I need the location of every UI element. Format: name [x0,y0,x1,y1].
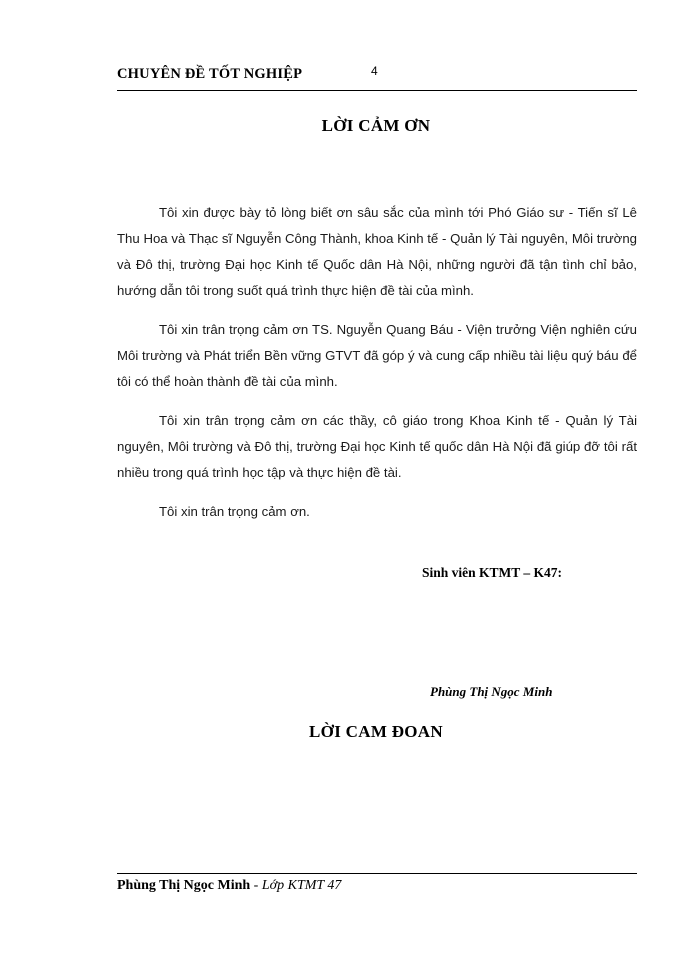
paragraph-3: Tôi xin trân trọng cảm ơn các thầy, cô giáo trong Khoa Kinh tế - Quản lý Tài nguyên, Môi trường và Đô thị, trường Đại học Kinh tế quốc dân Hà Nội đã giúp đỡ tôi rất nhiều trong quá trình học tập và thực hiện đề tài. [117,413,637,480]
page-number: 4 [371,64,378,78]
acknowledgement-body [117,200,637,538]
paragraph-1: Tôi xin được bày tỏ lòng biết ơn sâu sắc của mình tới Phó Giáo sư - Tiến sĩ Lê Thu Hoa và Thạc sĩ Nguyễn Công Thành, khoa Kinh tế - Quản lý Tài nguyên, Môi trường và Đô thị, trường Đại học Kinh tế Quốc dân Hà Nội, những người đã tận tình chỉ bảo, hướng dẫn tôi trong suốt quá trình thực hiện đề tài của mình. [117,205,637,298]
page-header [117,62,637,91]
header-title: CHUYÊN ĐỀ TỐT NGHIỆP [117,66,303,82]
signer-name: Phùng Thị Ngọc Minh [430,684,553,699]
footer-separator: - [250,878,262,893]
footer-author: Phùng Thị Ngọc Minh [117,878,251,893]
paragraph-2: Tôi xin trân trọng cảm ơn TS. Nguyễn Quang Báu - Viện trưởng Viện nghiên cứu Môi trường và Phát triển Bền vững GTVT đã góp ý và cung cấp nhiều tài liệu quý báu để tôi có thể hoàn thành đề tài của mình. [117,322,637,389]
pledge-heading: LỜI CAM ĐOAN [309,722,443,741]
acknowledgement-heading: LỜI CẢM ƠN [321,116,431,135]
footer-class: Lớp KTMT 47 [261,878,342,893]
paragraph-4: Tôi xin trân trọng cảm ơn. [159,504,310,519]
page-footer [117,873,637,894]
signer-role: Sinh viên KTMT – K47: [422,565,563,580]
